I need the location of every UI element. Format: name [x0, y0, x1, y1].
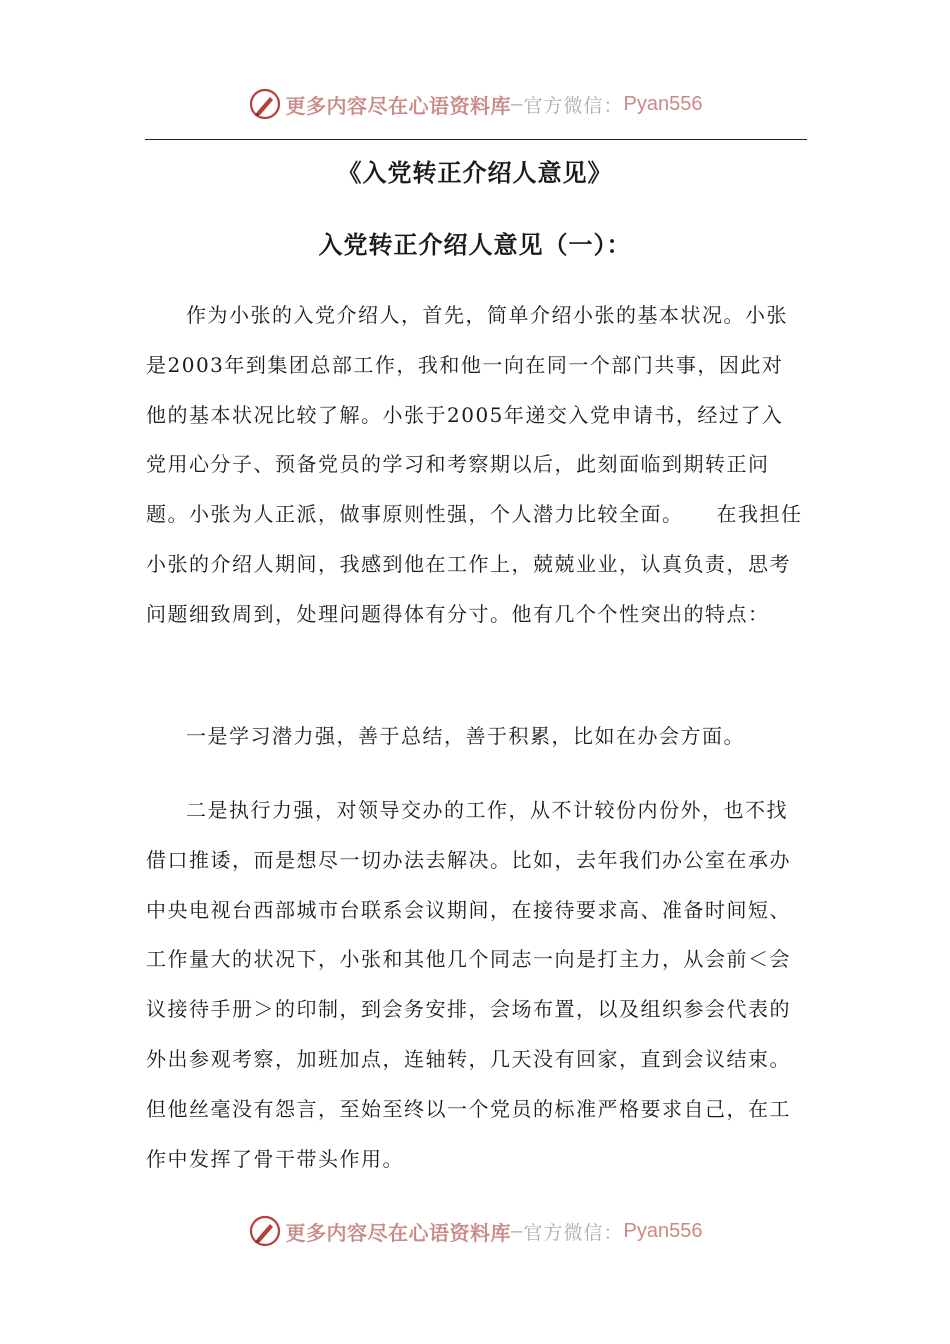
document-title: 《入党转正介绍人意见》 [337, 158, 613, 187]
pen-logo-icon [248, 1214, 282, 1248]
header-dash: — [511, 93, 524, 115]
paragraph: 一是学习潜力强，善于总结，善于积累，比如在办会方面。 [186, 724, 745, 748]
header-divider [145, 139, 807, 140]
paragraph-3-block [146, 786, 804, 1184]
paragraph: 作为小张的入党介绍人，首先，简单介绍小张的基本状况。小张是2003年到集团总部工作，我和他一向在同一个部门共事，因此对他的基本状况比较了解。小张于2005年递交入党申请书，经过了入党用心分子、预备党员的学习和考察期以后，此刻面临到期转正问题。小张为人正派，做事原则性强，个人潜力比较全面。 在我担任小张的介绍人期间，我感到他在工作上，兢兢业业，认真负责，思考问题细致周到，处理问题得体有分寸。他有几个个性突出的特点： [146, 303, 803, 626]
footer-wechat-label: 官方微信： [523, 1221, 624, 1244]
footer-brand-text: 更多内容尽在心语资料库 [285, 1220, 512, 1245]
header-wechat-id: Pyan556 [623, 92, 703, 115]
footer-dash: — [511, 1220, 524, 1242]
header-brand-text: 更多内容尽在心语资料库 [285, 93, 512, 118]
footer-wechat-id: Pyan556 [623, 1219, 703, 1242]
header-wechat-label: 官方微信： [523, 94, 624, 117]
paragraph: 二是执行力强，对领导交办的工作，从不计较份内份外，也不找借口推诿，而是想尽一切办法去解决。比如，去年我们办公室在承办中央电视台西部城市台联系会议期间，在接待要求高、准备时间短、工作量大的状况下，小张和其他几个同志一向是打主力，从会前＜会议接待手册＞的印制，到会务安排，会场布置，以及组织参会代表的外出参观考察，加班加点，连轴转，几天没有回家，直到会议结束。但他丝毫没有怨言，至始至终以一个党员的标准严格要求自己，在工作中发挥了骨干带头作用。 [146, 798, 791, 1171]
pen-logo-icon [248, 87, 282, 121]
paragraph-1-block [146, 291, 804, 640]
header-banner [0, 84, 950, 124]
paragraph-2-block [146, 712, 804, 762]
footer-banner [0, 1211, 950, 1251]
section-title: 入党转正介绍人意见（一）： [318, 230, 632, 259]
